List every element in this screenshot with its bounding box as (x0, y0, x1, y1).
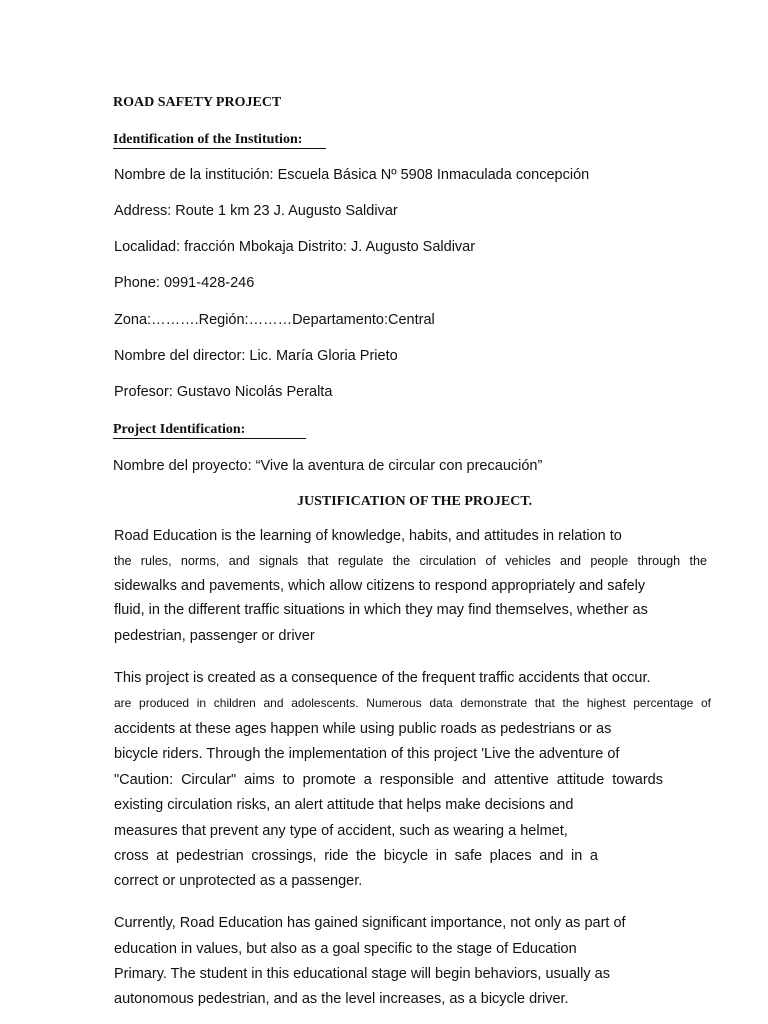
paragraph-2-line: bicycle riders. Through the implementation of this project 'Live the adventure of (114, 746, 620, 762)
project-name-line: Nombre del proyecto: “Vive la aventura de circular con precaución” (113, 458, 543, 474)
paragraph-3-line: autonomous pedestrian, and as the level increases, as a bicycle driver. (114, 991, 569, 1007)
address-line: Address: Route 1 km 23 J. Augusto Saldivar (114, 203, 398, 219)
document-title: ROAD SAFETY PROJECT (113, 95, 282, 110)
paragraph-1-line: the rules, norms, and signals that regulate the circulation of vehicles and people through the (114, 554, 707, 568)
locality-line: Localidad: fracción Mbokaja Distrito: J. Augusto Saldivar (114, 239, 476, 255)
paragraph-3-line: education in values, but also as a goal specific to the stage of Education (114, 941, 577, 957)
phone-line: Phone: 0991-428-246 (114, 275, 255, 291)
paragraph-2-line: This project is created as a consequence of the frequent traffic accidents that occur. (114, 670, 651, 686)
paragraph-1-line: sidewalks and pavements, which allow citizens to respond appropriately and safely (114, 578, 646, 594)
paragraph-3-line: Currently, Road Education has gained significant importance, not only as part of (114, 915, 626, 931)
justification-heading: JUSTIFICATION OF THE PROJECT. (297, 494, 533, 509)
paragraph-2-line: accidents at these ages happen while using public roads as pedestrians or as (114, 721, 612, 737)
institution-heading (113, 131, 326, 149)
project-heading (113, 421, 306, 439)
paragraph-1-line: Road Education is the learning of knowledge, habits, and attitudes in relation to (114, 528, 622, 544)
institution-heading-text: Identification of the Institution: (113, 132, 326, 149)
project-heading-text: Project Identification: (113, 422, 306, 439)
zone-line: Zona:……….Región:………Departamento:Central (114, 312, 435, 328)
paragraph-2-line: measures that prevent any type of accident, such as wearing a helmet, (114, 823, 568, 839)
paragraph-1-line: pedestrian, passenger or driver (114, 628, 315, 644)
paragraph-2-line: cross at pedestrian crossings, ride the bicycle in safe places and in a (114, 848, 598, 864)
paragraph-1-line: fluid, in the different traffic situations in which they may find themselves, whether as (114, 602, 648, 618)
paragraph-2-line: "Caution: Circular" aims to promote a responsible and attentive attitude towards (114, 772, 663, 788)
teacher-line: Profesor: Gustavo Nicolás Peralta (114, 384, 333, 400)
paragraph-2-line: correct or unprotected as a passenger. (114, 873, 363, 889)
paragraph-3-line: Primary. The student in this educational stage will begin behaviors, usually as (114, 966, 610, 982)
institution-name-line: Nombre de la institución: Escuela Básica Nº 5908 Inmaculada concepción (114, 167, 590, 183)
paragraph-2-line: are produced in children and adolescents. Numerous data demonstrate that the highest percentage of (114, 696, 711, 710)
paragraph-2-line: existing circulation risks, an alert attitude that helps make decisions and (114, 797, 574, 813)
director-line: Nombre del director: Lic. María Gloria Prieto (114, 348, 398, 364)
